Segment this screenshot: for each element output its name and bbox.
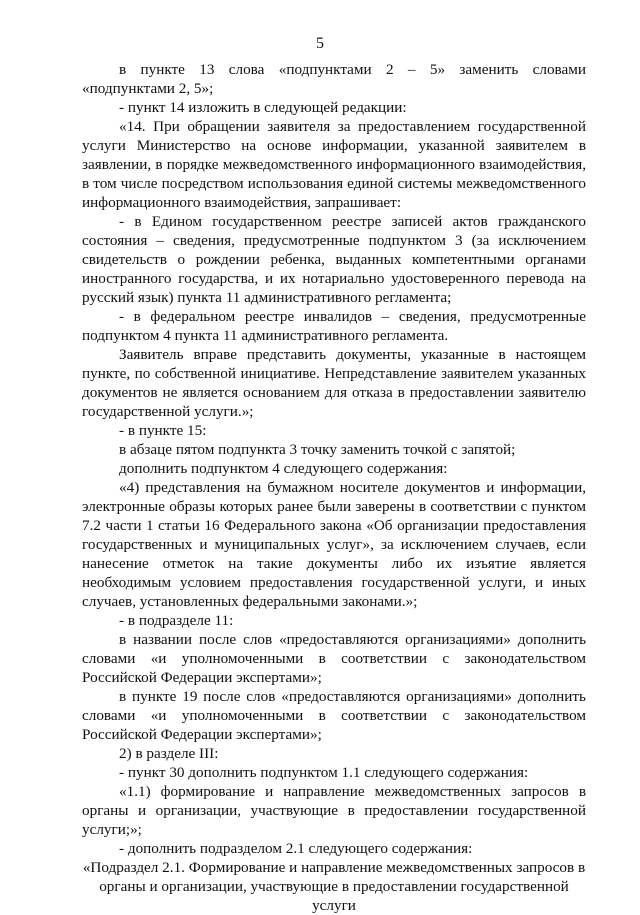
paragraph: - дополнить подразделом 2.1 следующего содержания: bbox=[119, 840, 473, 857]
paragraph: - пункт 14 изложить в следующей редакции: bbox=[119, 99, 407, 116]
paragraph: Заявитель вправе представить документы, указанные в настоящем пункте, по собственной инициативе. Непредставление заявителем указанных документов не является основанием для отказа в предоставлении заявителю государственной услуги.»; bbox=[82, 346, 586, 420]
paragraph: «1.1) формирование и направление межведомственных запросов в органы и организации, участвующие в предоставлении государственной услуги;»; bbox=[82, 783, 586, 838]
document-body bbox=[82, 60, 586, 915]
paragraph: - в пункте 15: bbox=[119, 422, 207, 439]
paragraph: - в Едином государственном реестре записей актов гражданского состояния – сведения, предусмотренные подпунктом 3 (за исключением свидетельств о рождении ребенка, выданных компетентными органами иностранного государства, и их нотариально удостоверенного перевода на русский язык) пункта 11 административного регламента; bbox=[82, 213, 586, 306]
paragraph: «14. При обращении заявителя за предоставлением государственной услуги Министерство на основе информации, указанной заявителем в заявлении, в порядке межведомственного информационного взаимодействия, в том числе посредством использования единой системы межведомственного информационного взаимодействия, запрашивает: bbox=[82, 118, 586, 211]
paragraph: - в федеральном реестре инвалидов – сведения, предусмотренные подпунктом 4 пункта 11 административного регламента. bbox=[82, 308, 586, 344]
paragraph: в пункте 19 после слов «предоставляются организациями» дополнить словами «и уполномоченными в соответствии с законодательством Российской Федерации экспертами»; bbox=[82, 688, 586, 743]
paragraph: 2) в разделе III: bbox=[119, 745, 219, 762]
paragraph: в названии после слов «предоставляются организациями» дополнить словами «и уполномоченными в соответствии с законодательством Российской Федерации экспертами»; bbox=[82, 631, 586, 686]
page-number: 5 bbox=[316, 35, 324, 52]
paragraph: - в подразделе 11: bbox=[119, 612, 234, 629]
paragraph: - пункт 30 дополнить подпунктом 1.1 следующего содержания: bbox=[119, 764, 529, 781]
paragraph: в абзаце пятом подпункта 3 точку заменить точкой с запятой; bbox=[119, 441, 516, 458]
paragraph: дополнить подпунктом 4 следующего содержания: bbox=[119, 460, 448, 477]
paragraph: «4) представления на бумажном носителе документов и информации, электронные образы которых ранее были заверены в соответствии с пунктом 7.2 части 1 статьи 16 Федерального закона «Об организации предоставления государственных и муниципальных услуг», за исключением случаев, если нанесение отметок на такие документы либо их изъятие является необходимым условием предоставления государственной услуги, и иных случаев, установленных федеральными законами.»; bbox=[82, 479, 586, 610]
subsection-heading: «Подраздел 2.1. Формирование и направление межведомственных запросов в органы и организации, участвующие в предоставлении государственной услуги bbox=[82, 859, 586, 914]
paragraph: в пункте 13 слова «подпунктами 2 – 5» заменить словами «подпунктами 2, 5»; bbox=[82, 61, 586, 97]
